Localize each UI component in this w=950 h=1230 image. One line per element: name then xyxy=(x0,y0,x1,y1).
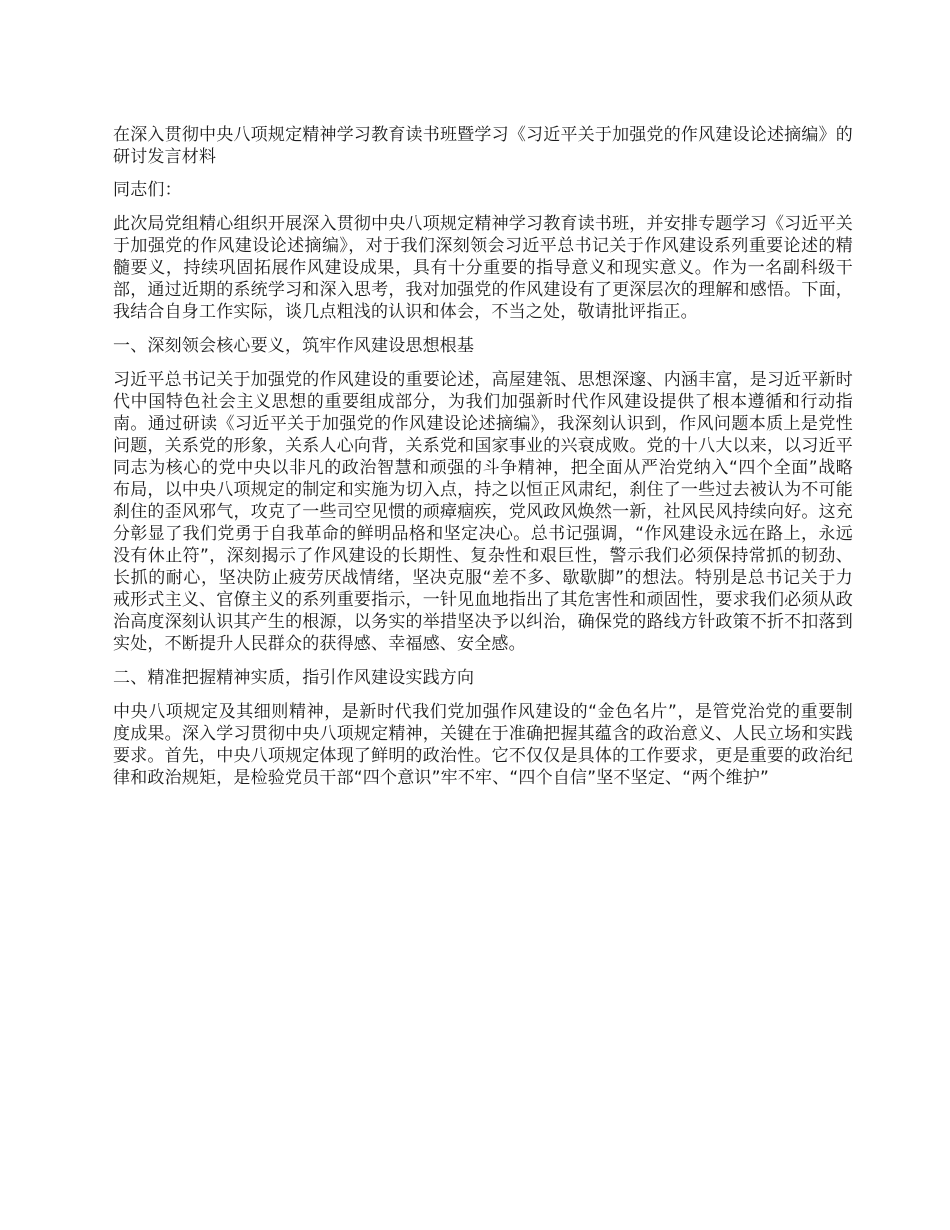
section-1-heading: 一、深刻领会核心要义，筑牢作风建设思想根基 xyxy=(113,336,475,356)
intro-paragraph: 此次局党组精心组织开展深入贯彻中央八项规定精神学习教育读书班，并安排专题学习《习近平关于加强党的作风建设论述摘编》，对于我们深刻领会习近平总书记关于作风建设系列重要论述的精髓要义，持续巩固拓展作风建设成果，具有十分重要的指导意义和现实意义。作为一名副科级干部，通过近期的系统学习和深入思考，我对加强党的作风建设有了更深层次的理解和感悟。下面，我结合自身工作实际，谈几点粗浅的认识和体会，不当之处，敬请批评指正。 xyxy=(113,214,853,322)
document-title: 在深入贯彻中央八项规定精神学习教育读书班暨学习《习近平关于加强党的作风建设论述摘编》的研讨发言材料 xyxy=(113,125,853,167)
document-page xyxy=(113,124,853,801)
section-2-paragraph: 中央八项规定及其细则精神，是新时代我们党加强作风建设的“金色名片”，是管党治党的重要制度成果。深入学习贯彻中央八项规定精神，关键在于准确把握其蕴含的政治意义、人民立场和实践要求。首先，中央八项规定体现了鲜明的政治性。它不仅仅是具体的工作要求，更是重要的政治纪律和政治规矩，是检验党员干部“四个意识”牢不牢、“四个自信”坚不坚定、“两个维护” xyxy=(113,702,853,788)
section-2-heading: 二、精准把握精神实质，指引作风建设实践方向 xyxy=(113,668,475,688)
section-1-paragraph: 习近平总书记关于加强党的作风建设的重要论述，高屋建瓴、思想深邃、内涵丰富，是习近平新时代中国特色社会主义思想的重要组成部分，为我们加强新时代作风建设提供了根本遵循和行动指南。通过研读《习近平关于加强党的作风建设论述摘编》，我深刻认识到，作风问题本质上是党性问题，关系党的形象，关系人心向背，关系党和国家事业的兴衰成败。党的十八大以来，以习近平同志为核心的党中央以非凡的政治智慧和顽强的斗争精神，把全面从严治党纳入“四个全面”战略布局，以中央八项规定的制定和实施为切入点，持之以恒正风肃纪，刹住了一些过去被认为不可能刹住的歪风邪气，攻克了一些司空见惯的顽瘴痼疾，党风政风焕然一新，社风民风持续向好。这充分彰显了我们党勇于自我革命的鲜明品格和坚定决心。总书记强调，“作风建设永远在路上，永远没有休止符”，深刻揭示了作风建设的长期性、复杂性和艰巨性，警示我们必须保持常抓的韧劲、长抓的耐心，坚决防止疲劳厌战情绪，坚决克服“差不多、歇歇脚”的想法。特别是总书记关于力戒形式主义、官僚主义的系列重要指示，一针见血地指出了其危害性和顽固性，要求我们必须从政治高度深刻认识其产生的根源，以务实的举措坚决予以纠治，确保党的路线方针政策不折不扣落到实处，不断提升人民群众的获得感、幸福感、安全感。 xyxy=(113,370,853,654)
salutation: 同志们： xyxy=(113,180,182,200)
